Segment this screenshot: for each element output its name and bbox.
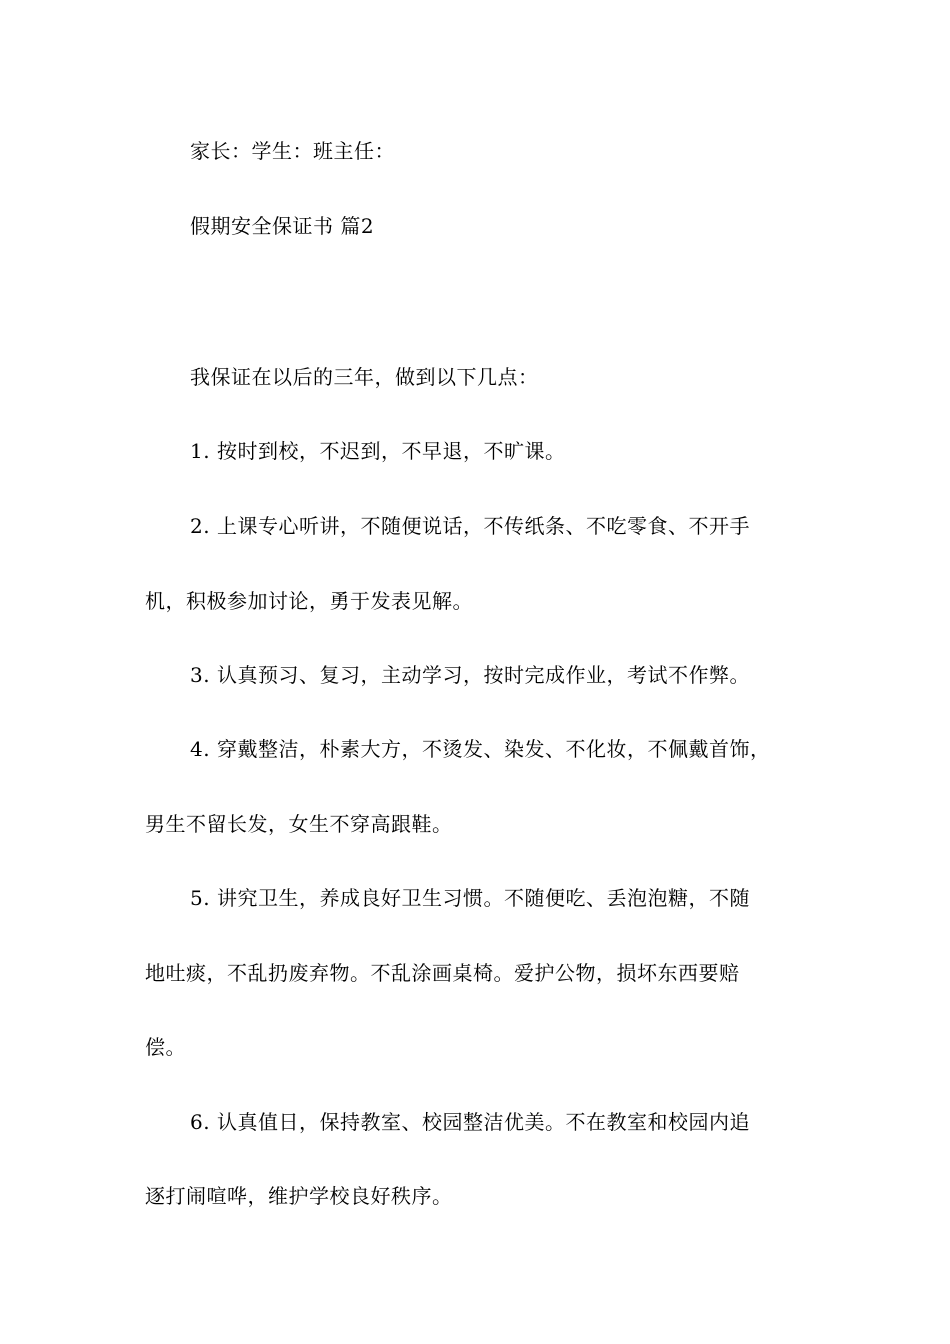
item-2-line-2: 机，积极参加讨论，勇于发表见解。 — [145, 589, 473, 613]
section-title: 假期安全保证书 篇2 — [190, 214, 375, 238]
item-5-line-3: 偿。 — [145, 1035, 186, 1059]
item-2-line-1: 2. 上课专心听讲，不随便说话，不传纸条、不吃零食、不开手 — [190, 514, 750, 538]
intro-paragraph: 我保证在以后的三年，做到以下几点： — [190, 365, 539, 389]
signature-line: 家长：学生：班主任： — [190, 139, 395, 163]
item-6-line-1: 6. 认真值日，保持教室、校园整洁优美。不在教室和校园内追 — [190, 1110, 750, 1134]
item-4-line-2: 男生不留长发，女生不穿高跟鞋。 — [145, 812, 453, 836]
item-6-line-2: 逐打闹喧哗，维护学校良好秩序。 — [145, 1184, 453, 1208]
item-4-line-1: 4. 穿戴整洁，朴素大方，不烫发、染发、不化妆，不佩戴首饰， — [190, 737, 771, 761]
item-3-line-1: 3. 认真预习、复习，主动学习，按时完成作业，考试不作弊。 — [190, 663, 750, 687]
item-1-line-1: 1. 按时到校，不迟到，不早退，不旷课。 — [190, 439, 566, 463]
item-5-line-1: 5. 讲究卫生，养成良好卫生习惯。不随便吃、丢泡泡糖，不随 — [190, 886, 750, 910]
item-5-line-2: 地吐痰，不乱扔废弃物。不乱涂画桌椅。爱护公物，损坏东西要赔 — [145, 961, 740, 985]
